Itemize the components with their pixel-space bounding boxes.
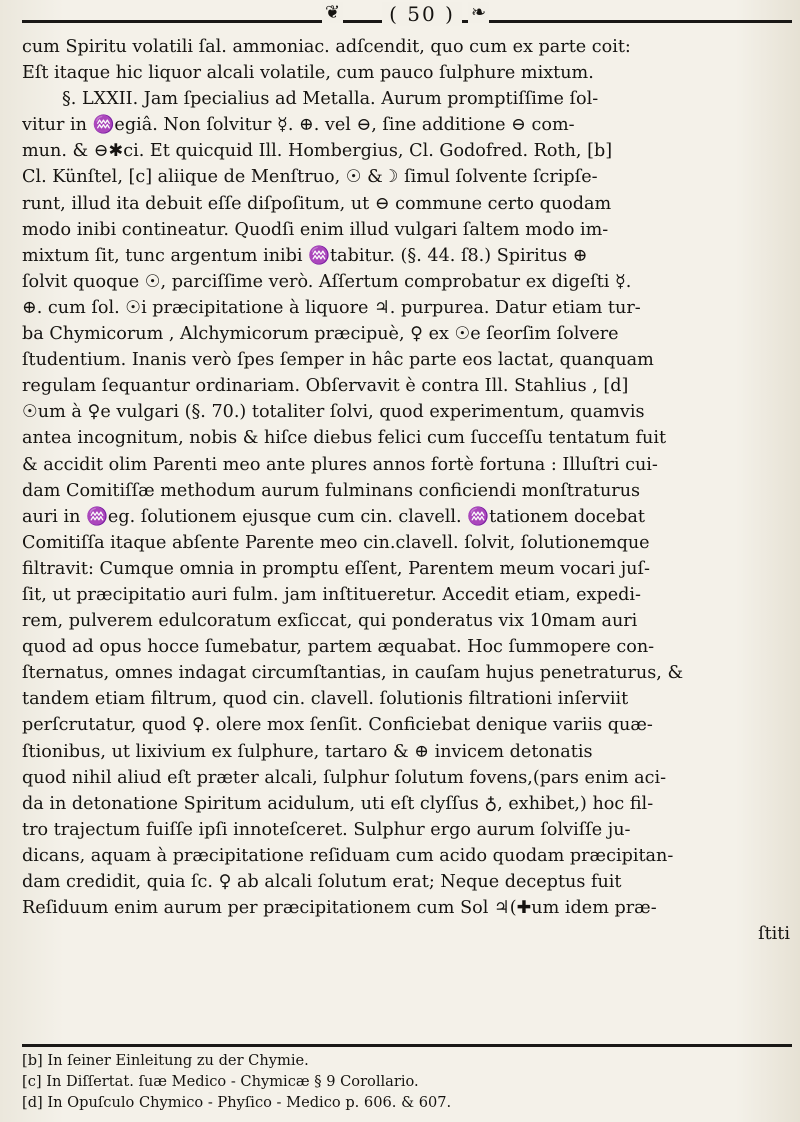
text-line: mixtum ſit, tunc argentum inibi ♒tabitur. (§. 44. ſ8.) Spiritus ⊕ <box>22 245 588 266</box>
text-line: Comitiſſa itaque abſente Parente meo cin.clavell. ſolvit, ſolutionemque <box>22 532 650 553</box>
text-line: ſtudentium. Inanis verò ſpes ſemper in hâc parte eos lactat, quanquam <box>22 350 654 371</box>
section-heading-line: §. LXXII. Jam ſpecialius ad Metalla. Aurum promptiſſime ſol- <box>62 89 599 110</box>
ornament-right-icon: ❧ <box>468 2 489 23</box>
text-line: quod ad opus hocce ſumebatur, partem æquabat. Hoc ſummopere con- <box>22 637 655 658</box>
text-line: antea incognitum, nobis & hiſce diebus felici cum ſucceſſu tentatum fuit <box>22 428 667 449</box>
footnote-d: [d] In Opuſculo Chymico - Phyſico - Medico p. 606. & 607. <box>22 1094 452 1111</box>
text-line: mun. & ⊖✱ci. Et quicquid Ill. Hombergius, Cl. Godofred. Roth, [b] <box>22 141 613 162</box>
text-line: ſtionibus, ut lixivium ex ſulphure, tartaro & ⊕ invicem detonatis <box>22 741 593 762</box>
text-line: ſolvit quoque ☉, parciſſime verò. Aſſertum comprobatur ex digeſti ☿. <box>22 271 632 292</box>
footnote-rule <box>22 1044 792 1047</box>
text-line: dam Comitiſſæ methodum aurum fulminans conficiendi monſtraturus <box>22 480 641 501</box>
ornament-left-icon: ❦ <box>322 2 343 23</box>
page-number: ( 50 ) <box>382 2 462 26</box>
text-line: Cl. Künſtel, [c] aliique de Menſtruo, ☉ &☽ ſimul ſolvente ſcripſe- <box>22 167 598 188</box>
text-line: rem, pulverem edulcoratum exſiccat, qui ponderatus vix 10mam auri <box>22 611 638 632</box>
text-line: modo inibi contineatur. Quodſi enim illud vulgari ſaltem modo im- <box>22 219 609 240</box>
text-line: ⊕. cum ſol. ☉i præcipitatione à liquore ♃. purpurea. Datur etiam tur- <box>22 297 641 318</box>
text-line: filtravit: Cumque omnia in promptu eſſent, Parentem meum vocari juſ- <box>22 558 650 579</box>
text-line: ſternatus, omnes indagat circumſtantias, in cauſam hujus penetraturus, & <box>22 663 684 684</box>
text-line: tro trajectum fuiſſe ipſi innoteſceret. Sulphur ergo aurum ſolviſſe ju- <box>22 819 631 840</box>
text-line: dam credidit, quia ſc. ♀ ab alcali ſolutum erat; Neque deceptus fuit <box>22 872 622 892</box>
text-line: auri in ♒eg. ſolutionem ejusque cum cin. clavell. ♒tationem docebat <box>22 506 645 527</box>
text-line: & accidit olim Parenti meo ante plures annos fortè fortuna : Illuſtri cui- <box>22 454 658 475</box>
text-line: runt, illud ita debuit eſſe diſpoſitum, ut ⊖ commune certo quodam <box>22 193 612 214</box>
text-line: ſit, ut præcipitatio auri fulm. jam inſtitueretur. Accedit etiam, expedi- <box>22 584 641 605</box>
text-line: da in detonatione Spiritum acidulum, uti eſt clyſſus ♁, exhibet,) hoc fil- <box>22 793 654 814</box>
footnote-b: [b] In ſeiner Einleitung zu der Chymie. <box>22 1052 309 1069</box>
text-line: ba Chymicorum , Alchymicorum præcipuè, ♀ ex ☉e ſeorſim ſolvere <box>22 324 619 345</box>
footnotes <box>22 1050 798 1113</box>
page-header <box>22 2 792 30</box>
text-line: tandem etiam filtrum, quod cin. clavell. ſolutionis filtrationi inſerviit <box>22 689 629 710</box>
catchword: ſtiti <box>758 924 790 945</box>
text-line: regulam ſequantur ordinariam. Obſervavit è contra Ill. Stahlius , [d] <box>22 376 629 397</box>
text-line: Reſiduum enim aurum per præcipitationem cum Sol ♃(✚um idem præ- <box>22 898 657 919</box>
body-text <box>22 34 798 947</box>
text-line: dicans, aquam à præcipitatione reſiduam cum acido quodam præcipitan- <box>22 845 674 866</box>
text-line: perſcrutatur, quod ♀. olere mox ſenſit. Conficiebat denique variis quæ- <box>22 715 653 736</box>
text-line: cum Spiritu volatili ſal. ammoniac. adſcendit, quo cum ex parte coit: <box>22 37 631 57</box>
text-line: quod nihil aliud eſt præter alcali, ſulphur ſolutum fovens,(pars enim aci- <box>22 767 667 788</box>
text-line: vitur in ♒egiâ. Non ſolvitur ☿. ⊕. vel ⊖, ſine additione ⊖ com- <box>22 115 575 136</box>
text-line: Eſt itaque hic liquor alcali volatile, cum pauco ſulphure mixtum. <box>22 63 594 84</box>
footnote-c: [c] In Diſſertat. ſuæ Medico - Chymicæ § 9 Corollario. <box>22 1073 419 1090</box>
text-line: ☉um à ♀e vulgari (§. 70.) totaliter ſolvi, quod experimentum, quamvis <box>22 402 645 423</box>
